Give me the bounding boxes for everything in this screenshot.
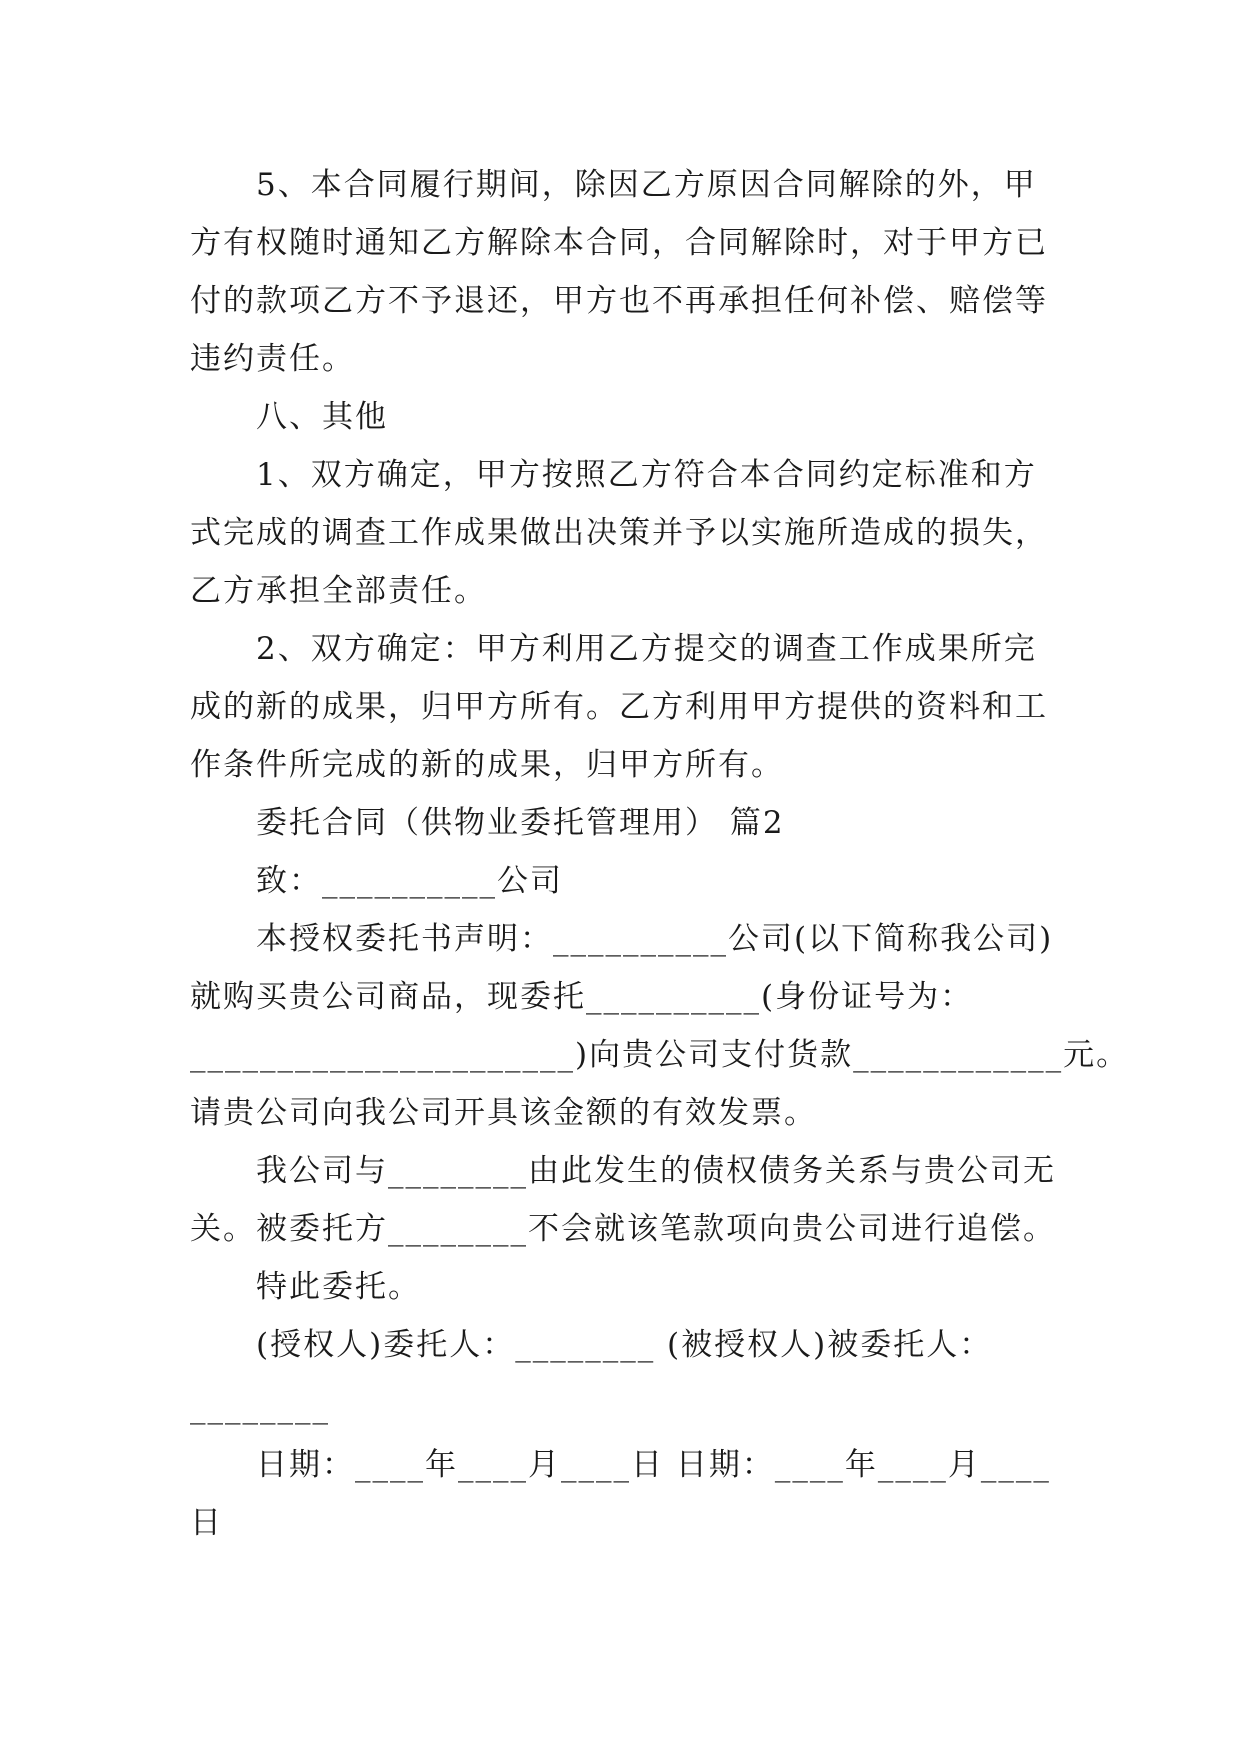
paragraph-line: 关。被委托方________不会就该笔款项向贵公司进行追偿。 — [190, 1211, 1056, 1247]
date-line: 日期：____年____月____日 日期：____年____月____ — [256, 1447, 1051, 1483]
paragraph-line: 付的款项乙方不予退还，甲方也不再承担任何补偿、赔偿等 — [190, 283, 1048, 319]
signature-line: (授权人)委托人：________ (被授权人)被委托人： — [256, 1327, 993, 1363]
date-line: 日 — [190, 1505, 223, 1541]
paragraph-line: 方有权随时通知乙方解除本合同，合同解除时，对于甲方已 — [190, 225, 1048, 261]
signature-blank: ________ — [190, 1389, 330, 1425]
section-heading: 八、其他 — [256, 399, 388, 435]
paragraph-line: 式完成的调查工作成果做出决策并予以实施所造成的损失， — [190, 515, 1048, 551]
document-title: 委托合同（供物业委托管理用） 篇2 — [256, 805, 785, 841]
addressee-line: 致：__________公司 — [256, 863, 563, 899]
paragraph-line: ______________________)向贵公司支付货款____________元。 — [190, 1037, 1130, 1073]
paragraph-line: 本授权委托书声明：__________公司(以下简称我公司) — [256, 921, 1054, 957]
paragraph-line: 5、本合同履行期间，除因乙方原因合同解除的外，甲 — [256, 167, 1037, 203]
paragraph-line: 违约责任。 — [190, 341, 355, 377]
paragraph-line: 特此委托。 — [256, 1269, 421, 1305]
paragraph-line: 2、双方确定：甲方利用乙方提交的调查工作成果所完 — [256, 631, 1037, 667]
paragraph-line: 1、双方确定，甲方按照乙方符合本合同约定标准和方 — [256, 457, 1037, 493]
paragraph-line: 我公司与________由此发生的债权债务关系与贵公司无 — [256, 1153, 1056, 1189]
paragraph-line: 乙方承担全部责任。 — [190, 573, 487, 609]
paragraph-line: 就购买贵公司商品，现委托__________(身份证号为： — [190, 979, 974, 1015]
paragraph-line: 请贵公司向我公司开具该金额的有效发票。 — [190, 1095, 817, 1131]
paragraph-line: 作条件所完成的新的成果，归甲方所有。 — [190, 747, 784, 783]
paragraph-line: 成的新的成果，归甲方所有。乙方利用甲方提供的资料和工 — [190, 689, 1048, 725]
